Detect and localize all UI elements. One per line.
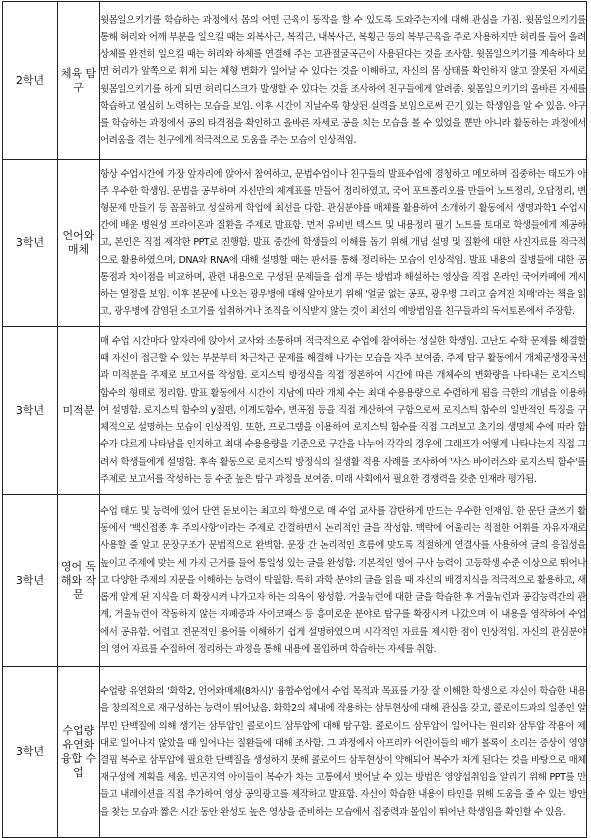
subject-cell [58,495,100,667]
subject-label: 체육 탐구 [60,66,97,94]
table-row [3,160,587,327]
table-row [3,495,587,667]
content-text: 윗몸일으키기를 학습하는 과정에서 몸의 어떤 근육이 동작을 할 수 있도록 도와주는지에 대해 관심을 가짐. 윗몸일으키기를 통해 허리와 어깨 부분을 일으킬 때는 외복사근, 복직근, 내복사근, 복횡근 등의 복부근육을 주로 사용하지만 허리를 들어 올려 상체를 완전히 일으킬 때는 허리와 하체를 연결해 주는 고관절굴곡근이 사용된다는 것을 조사함. 윗몸일으키기를 계속하다 보면 허리가 앞쪽으로 휘게 되는 체형 변화가 일어날 수 있다는 것을 이해하고, 자신의 몸 상태를 확인하지 않고 잘못된 자세로 윗몸일으키기를 하게 되면 허리디스크가 발생할 수 있다는 것을 조사하여 친구들에게 알려줌. 윗몸일으키기의 올바른 자세를 학습하고 열심히 노력하는 모습을 보임. 이후 시간이 지날수록 향상된 실력을 보임으로써 끈기 있는 학생임을 알 수 있음. 야구를 학습하는 과정에서 공의 타격점을 확인하고 올바른 자세로 공을 치는 모습을 볼 수 있었을 뿐만 아니라 활동하는 과정에서 어려움을 겪는 친구에게 적극적으로 도움을 주는 모습이 인상적임. [100,14,586,147]
grade-cell: 3학년 [3,667,58,838]
grade-cell: 2학년 [3,2,58,160]
record-table [2,1,587,838]
content-cell [100,327,587,495]
grade-cell: 3학년 [3,327,58,495]
subject-label: 언어와 매체 [62,229,95,256]
table-row [3,2,587,160]
content-text: 매 수업 시간마다 앞자리에 앉아서 교사와 소통하며 적극적으로 수업에 참여하는 성실한 학생임. 고난도 수학 문제를 해결할 때 자신이 접근할 수 있는 부분부터 차근차근 문제를 해결해 나가는 모습을 자주 보여줌. 주제 탐구 활동에서 개체군생장곡선과 미적분을 주제로 보고서를 작성함. 로지스틱 방정식을 직접 정본하여 시간에 따른 개체수의 변화량을 나타내는 로지스틱 함수의 형태로 정리함. 발표 활동에서 시간이 지남에 따라 개체 수는 최대 수용용량으로 수렴하게 됨을 극한의 개념을 이용하여 설명함. 로지스틱 함수의 y절편, 이계도함수, 변곡점 등을 직접 계산하여 구함으로써 로지스틱 함수의 일반적인 특징을 구체적으로 설명하는 모습이 인상적임. 또한, 프로그램을 이용하여 로지스틱 함수를 직접 그려보고 초기의 생명체 수에 따라 함수가 다르게 나타남을 인지하고 최대 수용용량을 기준으로 구간을 나누어 각각의 경우에 그래프가 어떻게 나타나는지 직접 그려서 학생들에게 설명함. 후속 활동으로 로지스틱 방정식의 실생활 적용 사례를 조사하여 '사스 바이러스와 로지스틱 함수'를 주제로 보고서를 작성하는 등 수준 높은 탐구 과정을 보여줌. 미래 사회에서 필요한 경쟁력을 갖춘 인재라 평가됨. [100,336,586,485]
content-cell [100,2,587,160]
content-cell [100,160,587,327]
grade-cell: 3학년 [3,495,58,667]
content-text: 항상 수업시간에 가장 앞자리에 앉아서 참여하고, 문법수업이나 친구들의 발표수업에 경청하고 메모하며 집중하는 태도가 아주 우수한 학생임. 문법을 공부하며 자신만의 체계표를 만들어 정리하였고, 국어 포트폴리오를 만들어 노트정리, 오답정리, 변형문제 만들기 등 꼼꼼하고 성실하게 학업에 최선을 다함. 관심분야를 매체를 활용하여 소개하기 활동에서 생명과학1 수업시간에 배운 병원성 프라이온과 질환을 주제로 발표함. 먼저 유비빈 텍스트 및 내용정리 필기 노트를 토대로 학생들에게 제공하고, 본인은 직접 제작한 PPT로 진행함. 발표 중간에 학생들의 이해를 돕기 위해 개념 설명 및 질환에 대한 사진자료를 적극적으로 활용하였으며, DNA와 RNA에 대해 설명할 때는 판서를 통해 정리하는 모습이 인상적임. 발표 내용의 질병들에 대한 공통점과 차이점을 비교하며, 관련 내용으로 구성된 문제들을 쉽게 푸는 방법과 해설하는 영상을 직접 온라인 국어카페에 게시하는 열정을 보임. 이후 본문에 나오는 광우병에 대해 알아보기 위해 '얼굴 없는 공포, 광우병 그리고 숨겨진 치매'라는 책을 읽고, 광우병에 감염된 소고기를 섭취하거나 조직을 이식받지 않는 것이 최선의 예방법임을 친구들과의 독서토론에서 주장함. [100,168,586,318]
content-text: 수업 태도 및 능력에 있어 단연 돋보이는 최고의 학생으로 매 수업 교사를 감탄하게 만드는 우수한 인재임. 한 문단 글쓰기 활동에서 '백신접종 후 주의사항'이라는 주제로 간결하면서 논리적인 글을 작성함. 맥락에 어울리는 적절한 어휘를 자유자재로 사용할 줄 알고 문장구조가 문법적으로 완벽함. 문장 간 논리적인 흐름에 맞도록 적절하게 연결사를 사용하여 글의 응집성을 높이고 주제에 맞는 세 가지 근거를 들어 통일성 있는 글을 완성함. 기본적인 영어 구사 능력이 고등학생 수준 이상으로 뛰어나고 다양한 주제의 지문을 이해하는 능력이 탁월함. 특히 과학 분야의 글을 읽을 때 자신의 배경지식을 적극적으로 활용하고, 새롭게 알게 된 지식을 더 확장시켜 나가고자 하는 의욕이 왕성함. 거울뉴런에 대한 글을 학습한 후 거울뉴런과 공감능력간의 관계, 거울뉴런이 작동하지 않는 자폐증과 사이코패스 등 흥미로운 분야로 탐구를 확장시켜 나갔으며 이 내용을 영작하여 수업에서 공유함. 어렵고 전문적인 용어를 이해하기 쉽게 설명하였으며 시각적인 자료를 제시한 점이 인상적임. 자신의 관심분야의 영어 자료를 수집하여 정리하는 과정을 통해 내용에 몰입하며 학습하는 자세를 취함. [100,506,586,655]
subject-label: 영어 독해와 작문 [60,559,97,601]
subject-label: 수업량 유연화 융합 수업 [60,724,97,779]
table-row [3,327,587,495]
content-cell [100,495,587,667]
grade-cell: 3학년 [3,160,58,327]
subject-cell [58,160,100,327]
subject-cell [58,667,100,838]
table-row [3,667,587,838]
content-cell [100,667,587,838]
content-text: 수업량 유연화의 '화학2, 언어와매체(8차시)' 융합수업에서 수업 목적과 목표를 가장 잘 이해한 학생으로 자신이 학습한 내용을 창의적으로 재구성하는 능력이 뛰어났음. 화학2의 체내에 작용하는 삼투현상에 대해 관심을 갖고, 콜로이드과의 일종인 알부민 단백질에 의해 생기는 삼투압인 콜로이드 삼투압에 대해 탐구함. 콜로이드 삼투압이 일어나는 원리와 삼투압 작용이 제대로 일어나지 않았을 때 일어나는 질환들에 대해 조사함. 그 과정에서 아프리카 어린이들의 배가 볼록이 소리는 증상이 영양결핍 복수로 삼투압에 필요한 단백질을 생성하지 못해 콜로이드 삼투현상이 약해되어 복수가 차게 된다는 것을 바탕으로 매체 재구성에 계획을 세움. 빈곤지역 아이들이 복수가 차는 고통에서 벗어날 수 있는 방법은 영양섭취임을 알리기 위해 PPT를 만들고 내레이션을 직접 추가하여 영상 공익광고를 제작하고 발표함. 자신이 학습한 내용이 타인을 위해 도움을 줄 수 있는 방안을 찾는 모습과 짧은 시간 동안 완성도 높은 영상을 준비하는 모습에서 집중력과 몰입이 뛰어난 학생임을 확인할 수 있음. [100,686,586,818]
subject-label: 미적분 [62,403,95,417]
subject-cell [58,327,100,495]
subject-cell [58,2,100,160]
